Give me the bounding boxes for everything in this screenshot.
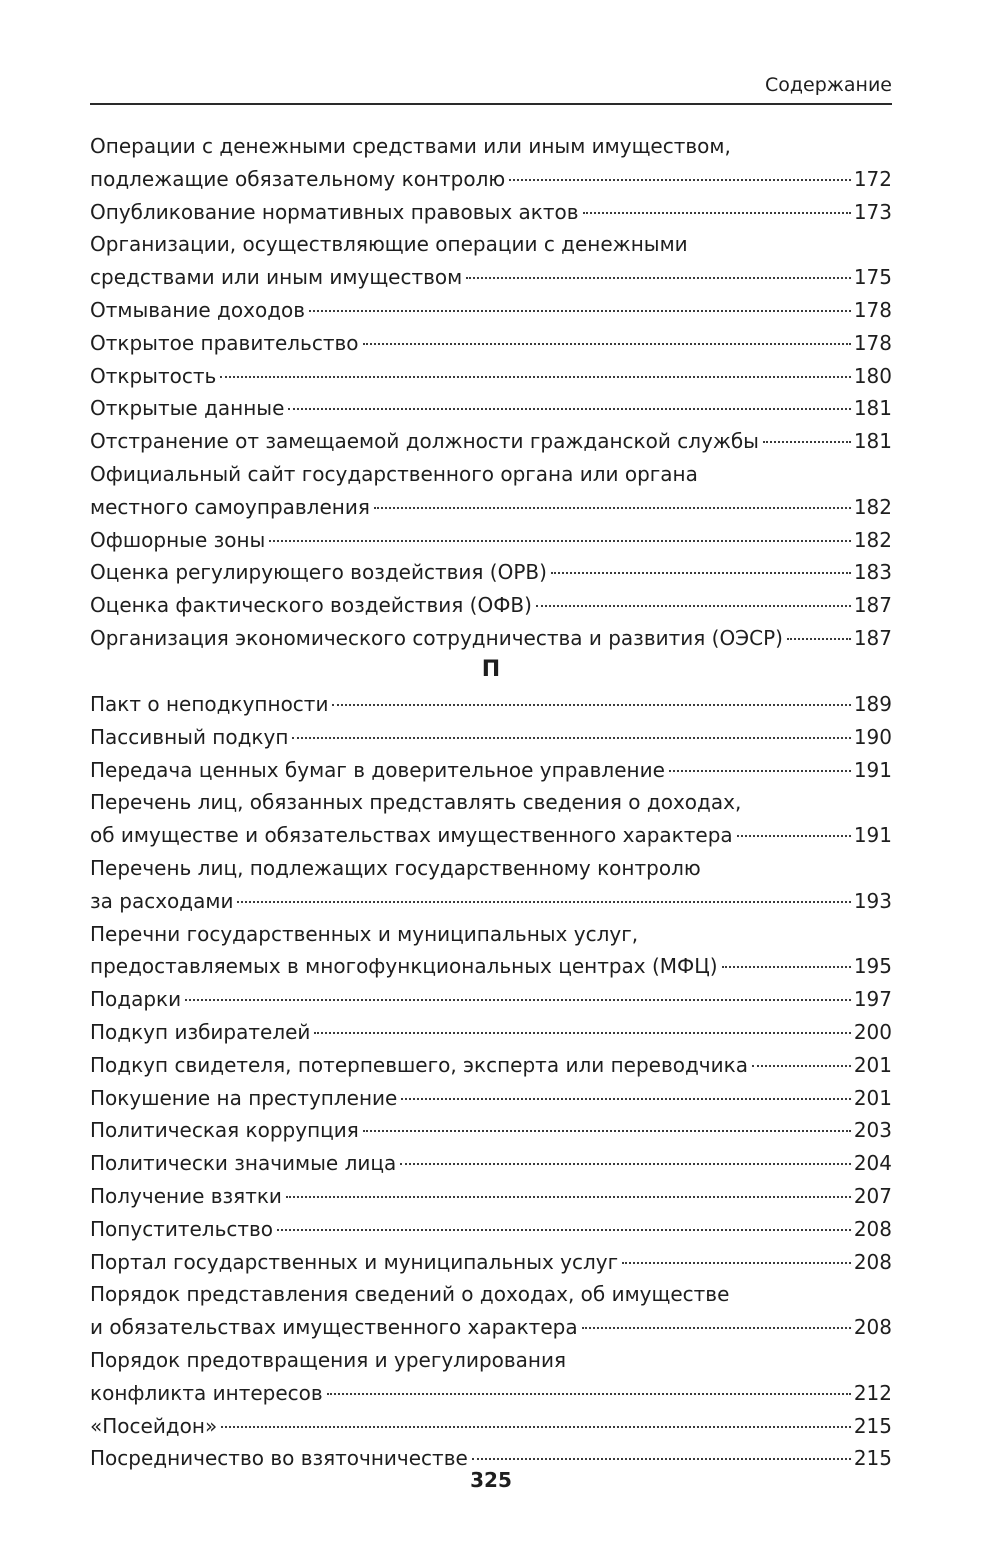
toc-entry-line <box>90 589 892 622</box>
toc-page-number: 215 <box>853 1413 892 1438</box>
toc-entry-title: Порядок представления сведений о доходах, об имуществе <box>90 1282 730 1307</box>
toc-entry-line <box>90 885 892 918</box>
dot-leader <box>292 737 850 739</box>
toc-entry[interactable] <box>90 1278 892 1344</box>
dot-leader <box>752 1065 851 1067</box>
toc-entry-line <box>90 622 892 655</box>
toc-entry-line <box>90 983 892 1016</box>
toc-entry-title: Подарки <box>90 987 182 1012</box>
toc-entry-title: Пассивный подкуп <box>90 724 289 749</box>
toc-entry-line <box>90 950 892 983</box>
toc-entry-title: конфликта интересов <box>90 1380 323 1405</box>
toc-entry-line <box>90 1410 892 1443</box>
toc-entry-title: Опубликование нормативных правовых актов <box>90 199 579 224</box>
toc-page-number: 180 <box>853 363 892 388</box>
toc-entry-title: об имуществе и обязательствах имущественного характера <box>90 823 733 848</box>
toc-page-number: 193 <box>853 888 892 913</box>
toc-page-number: 203 <box>853 1118 892 1143</box>
toc-page-number: 187 <box>853 625 892 650</box>
toc-page-number: 189 <box>853 692 892 716</box>
toc-entry-title: Организация экономического сотрудничества и развития (ОЭСР) <box>90 625 783 650</box>
toc-entry-title: Передача ценных бумаг в доверительное управление <box>90 757 665 782</box>
dot-leader <box>582 1327 851 1329</box>
toc-entry[interactable] <box>90 852 892 918</box>
toc-page-number: 175 <box>853 265 892 290</box>
toc-entry-line <box>90 458 892 491</box>
toc-entry[interactable] <box>90 918 892 984</box>
dot-leader <box>466 277 851 279</box>
dot-leader <box>288 408 850 410</box>
toc-page-number: 183 <box>853 560 892 585</box>
toc-entry-line <box>90 327 892 360</box>
toc-page-number: 178 <box>853 297 892 322</box>
dot-leader <box>787 638 851 640</box>
toc-entry[interactable] <box>90 688 892 721</box>
toc-entry-title: Операции с денежными средствами или иным имуществом, <box>90 134 731 158</box>
toc-page-number: 190 <box>853 724 892 749</box>
toc-page-number: 182 <box>853 527 892 552</box>
toc-entry[interactable] <box>90 589 892 622</box>
toc-entry[interactable] <box>90 1049 892 1082</box>
toc-entry-line <box>90 425 892 458</box>
toc-entry-line <box>90 228 892 261</box>
toc-entry-line <box>90 1049 892 1082</box>
toc-entry-title: Организации, осуществляющие операции с денежными <box>90 232 688 257</box>
toc-entry-line <box>90 819 892 852</box>
dot-leader <box>669 770 851 772</box>
dot-leader <box>309 310 851 312</box>
toc-entry-line <box>90 1246 892 1279</box>
toc-entry-line <box>90 130 892 163</box>
dot-leader <box>374 507 851 509</box>
toc-entry-line <box>90 688 892 721</box>
toc-entry-title: Портал государственных и муниципальных услуг <box>90 1249 619 1274</box>
toc-entry[interactable] <box>90 425 892 458</box>
page-number: 325 <box>470 1468 512 1492</box>
toc-page-number: 201 <box>853 1052 892 1077</box>
toc-page-number: 208 <box>853 1315 892 1340</box>
toc-page-number: 208 <box>853 1249 892 1274</box>
toc-entry-line <box>90 1082 892 1115</box>
toc-entry[interactable] <box>90 1180 892 1213</box>
toc-entry-title: Перечень лиц, обязанных представлять сведения о доходах, <box>90 790 742 815</box>
toc-entry[interactable] <box>90 196 892 229</box>
toc-entry[interactable] <box>90 327 892 360</box>
toc-entry-title: Отстранение от замещаемой должности гражданской службы <box>90 429 759 454</box>
toc-entry-line <box>90 556 892 589</box>
toc-entry-line <box>90 1278 892 1311</box>
toc-entry-title: Получение взятки <box>90 1183 282 1208</box>
toc-entry-line <box>90 1311 892 1344</box>
toc-entry[interactable] <box>90 1410 892 1443</box>
toc-entry-title: Официальный сайт государственного органа или органа <box>90 461 698 486</box>
toc-entry-line <box>90 196 892 229</box>
toc-page-number: 212 <box>853 1380 892 1405</box>
toc-entry-title: местного самоуправления <box>90 494 370 519</box>
toc-entry[interactable] <box>90 228 892 294</box>
dot-leader <box>737 835 851 837</box>
toc-entry-title: Открытое правительство <box>90 330 359 355</box>
toc-page-number: 195 <box>853 954 892 979</box>
toc-page-number: 207 <box>853 1183 892 1208</box>
toc-entry[interactable] <box>90 622 892 655</box>
toc-entry-title: «Посейдон» <box>90 1413 218 1438</box>
toc-page-number: 208 <box>853 1216 892 1241</box>
toc-entry-line <box>90 1344 892 1377</box>
toc-entry-line <box>90 392 892 425</box>
toc-entry-line <box>90 1114 892 1147</box>
toc-page-number: 204 <box>853 1151 892 1176</box>
toc-entry[interactable] <box>90 721 892 754</box>
toc-entry[interactable] <box>90 1114 892 1147</box>
toc-entry-title: Покушение на преступление <box>90 1085 398 1110</box>
dot-leader <box>763 441 851 443</box>
toc-entry-title: за расходами <box>90 888 234 913</box>
dot-leader <box>221 1426 851 1428</box>
toc-entry-line <box>90 754 892 787</box>
toc-page-number: 200 <box>853 1019 892 1044</box>
toc-entry-line <box>90 721 892 754</box>
section-letter: П <box>481 657 501 682</box>
dot-leader <box>401 1098 850 1100</box>
toc-entry[interactable] <box>90 1147 892 1180</box>
toc-list-bottom <box>90 688 892 1475</box>
dot-leader <box>400 1163 851 1165</box>
toc-entry[interactable] <box>90 754 892 787</box>
toc-entry-line <box>90 261 892 294</box>
toc-page-number: 197 <box>853 987 892 1012</box>
toc-entry-title: Подкуп свидетеля, потерпевшего, эксперта или переводчика <box>90 1052 748 1077</box>
toc-entry[interactable] <box>90 524 892 557</box>
toc-page-number: 191 <box>853 757 892 782</box>
dot-leader <box>277 1229 851 1231</box>
running-header: Содержание <box>765 74 892 96</box>
toc-entry[interactable] <box>90 294 892 327</box>
toc-entry-line <box>90 163 892 196</box>
toc-entry-line <box>90 360 892 393</box>
dot-leader <box>269 540 850 542</box>
toc-entry[interactable] <box>90 360 892 393</box>
dot-leader <box>237 901 850 903</box>
toc-entry-title: и обязательствах имущественного характера <box>90 1315 578 1340</box>
toc-entry-title: Политическая коррупция <box>90 1118 359 1143</box>
toc-entry-title: подлежащие обязательному контролю <box>90 166 506 191</box>
toc-list-top <box>90 130 892 655</box>
dot-leader <box>185 999 851 1001</box>
toc-entry-line <box>90 1180 892 1213</box>
dot-leader <box>314 1032 850 1034</box>
toc-entry-title: Открытость <box>90 363 217 388</box>
toc-entry-line <box>90 491 892 524</box>
toc-entry[interactable] <box>90 392 892 425</box>
toc-entry[interactable] <box>90 1213 892 1246</box>
dot-leader <box>286 1196 851 1198</box>
toc-entry[interactable] <box>90 983 892 1016</box>
toc-entry-title: Отмывание доходов <box>90 297 306 322</box>
toc-entry[interactable] <box>90 1246 892 1279</box>
dot-leader <box>509 179 851 181</box>
toc-page-number: 181 <box>853 396 892 421</box>
dot-leader <box>363 1130 851 1132</box>
toc-page-number: 172 <box>853 166 892 191</box>
toc-entry-title: Посредничество во взяточничестве <box>90 1446 468 1471</box>
toc-entry-line <box>90 294 892 327</box>
toc-page-number: 215 <box>853 1446 892 1471</box>
dot-leader <box>583 212 851 214</box>
toc-entry-line <box>90 1213 892 1246</box>
toc-page-number: 181 <box>853 429 892 454</box>
toc-entry[interactable] <box>90 556 892 589</box>
toc-entry-title: Офшорные зоны <box>90 527 266 552</box>
toc-entry-title: предоставляемых в многофункциональных центрах (МФЦ) <box>90 954 718 979</box>
toc-page-number: 191 <box>853 823 892 848</box>
toc-entry-title: Оценка фактического воздействия (ОФВ) <box>90 593 532 618</box>
dot-leader <box>536 605 851 607</box>
toc-entry-title: Перечни государственных и муниципальных услуг, <box>90 921 639 946</box>
toc-entry[interactable] <box>90 458 892 524</box>
toc-entry-title: Перечень лиц, подлежащих государственному контролю <box>90 855 701 880</box>
toc-page-number: 178 <box>853 330 892 355</box>
dot-leader <box>220 376 851 378</box>
toc-entry-line <box>90 1147 892 1180</box>
toc-entry-line <box>90 524 892 557</box>
toc-entry[interactable] <box>90 1016 892 1049</box>
toc-entry-line <box>90 786 892 819</box>
dot-leader <box>363 343 851 345</box>
dot-leader <box>327 1393 851 1395</box>
dot-leader <box>622 1262 851 1264</box>
toc-entry-title: Политически значимые лица <box>90 1151 397 1176</box>
toc-entry[interactable] <box>90 1344 892 1410</box>
toc-entry-line <box>90 1016 892 1049</box>
header-rule <box>90 103 892 105</box>
toc-entry-title: Пакт о неподкупности <box>90 692 329 716</box>
toc-entry[interactable] <box>90 130 892 196</box>
toc-entry-title: Порядок предотвращения и урегулирования <box>90 1347 567 1372</box>
toc-entry-title: Подкуп избирателей <box>90 1019 311 1044</box>
dot-leader <box>551 572 851 574</box>
toc-entry-line <box>90 1377 892 1410</box>
toc-entry[interactable] <box>90 1082 892 1115</box>
toc-entry-title: Открытые данные <box>90 396 285 421</box>
toc-page-number: 201 <box>853 1085 892 1110</box>
toc-entry[interactable] <box>90 786 892 852</box>
dot-leader <box>722 966 851 968</box>
toc-page-number: 182 <box>853 494 892 519</box>
dot-leader <box>472 1458 851 1460</box>
dot-leader <box>332 704 850 706</box>
toc-entry-line <box>90 918 892 951</box>
toc-entry-title: Оценка регулирующего воздействия (ОРВ) <box>90 560 547 585</box>
toc-entry-title: средствами или иным имуществом <box>90 265 463 290</box>
toc-entry-title: Попустительство <box>90 1216 274 1241</box>
toc-entry-line <box>90 852 892 885</box>
toc-page-number: 187 <box>853 593 892 618</box>
toc-page-number: 173 <box>853 199 892 224</box>
